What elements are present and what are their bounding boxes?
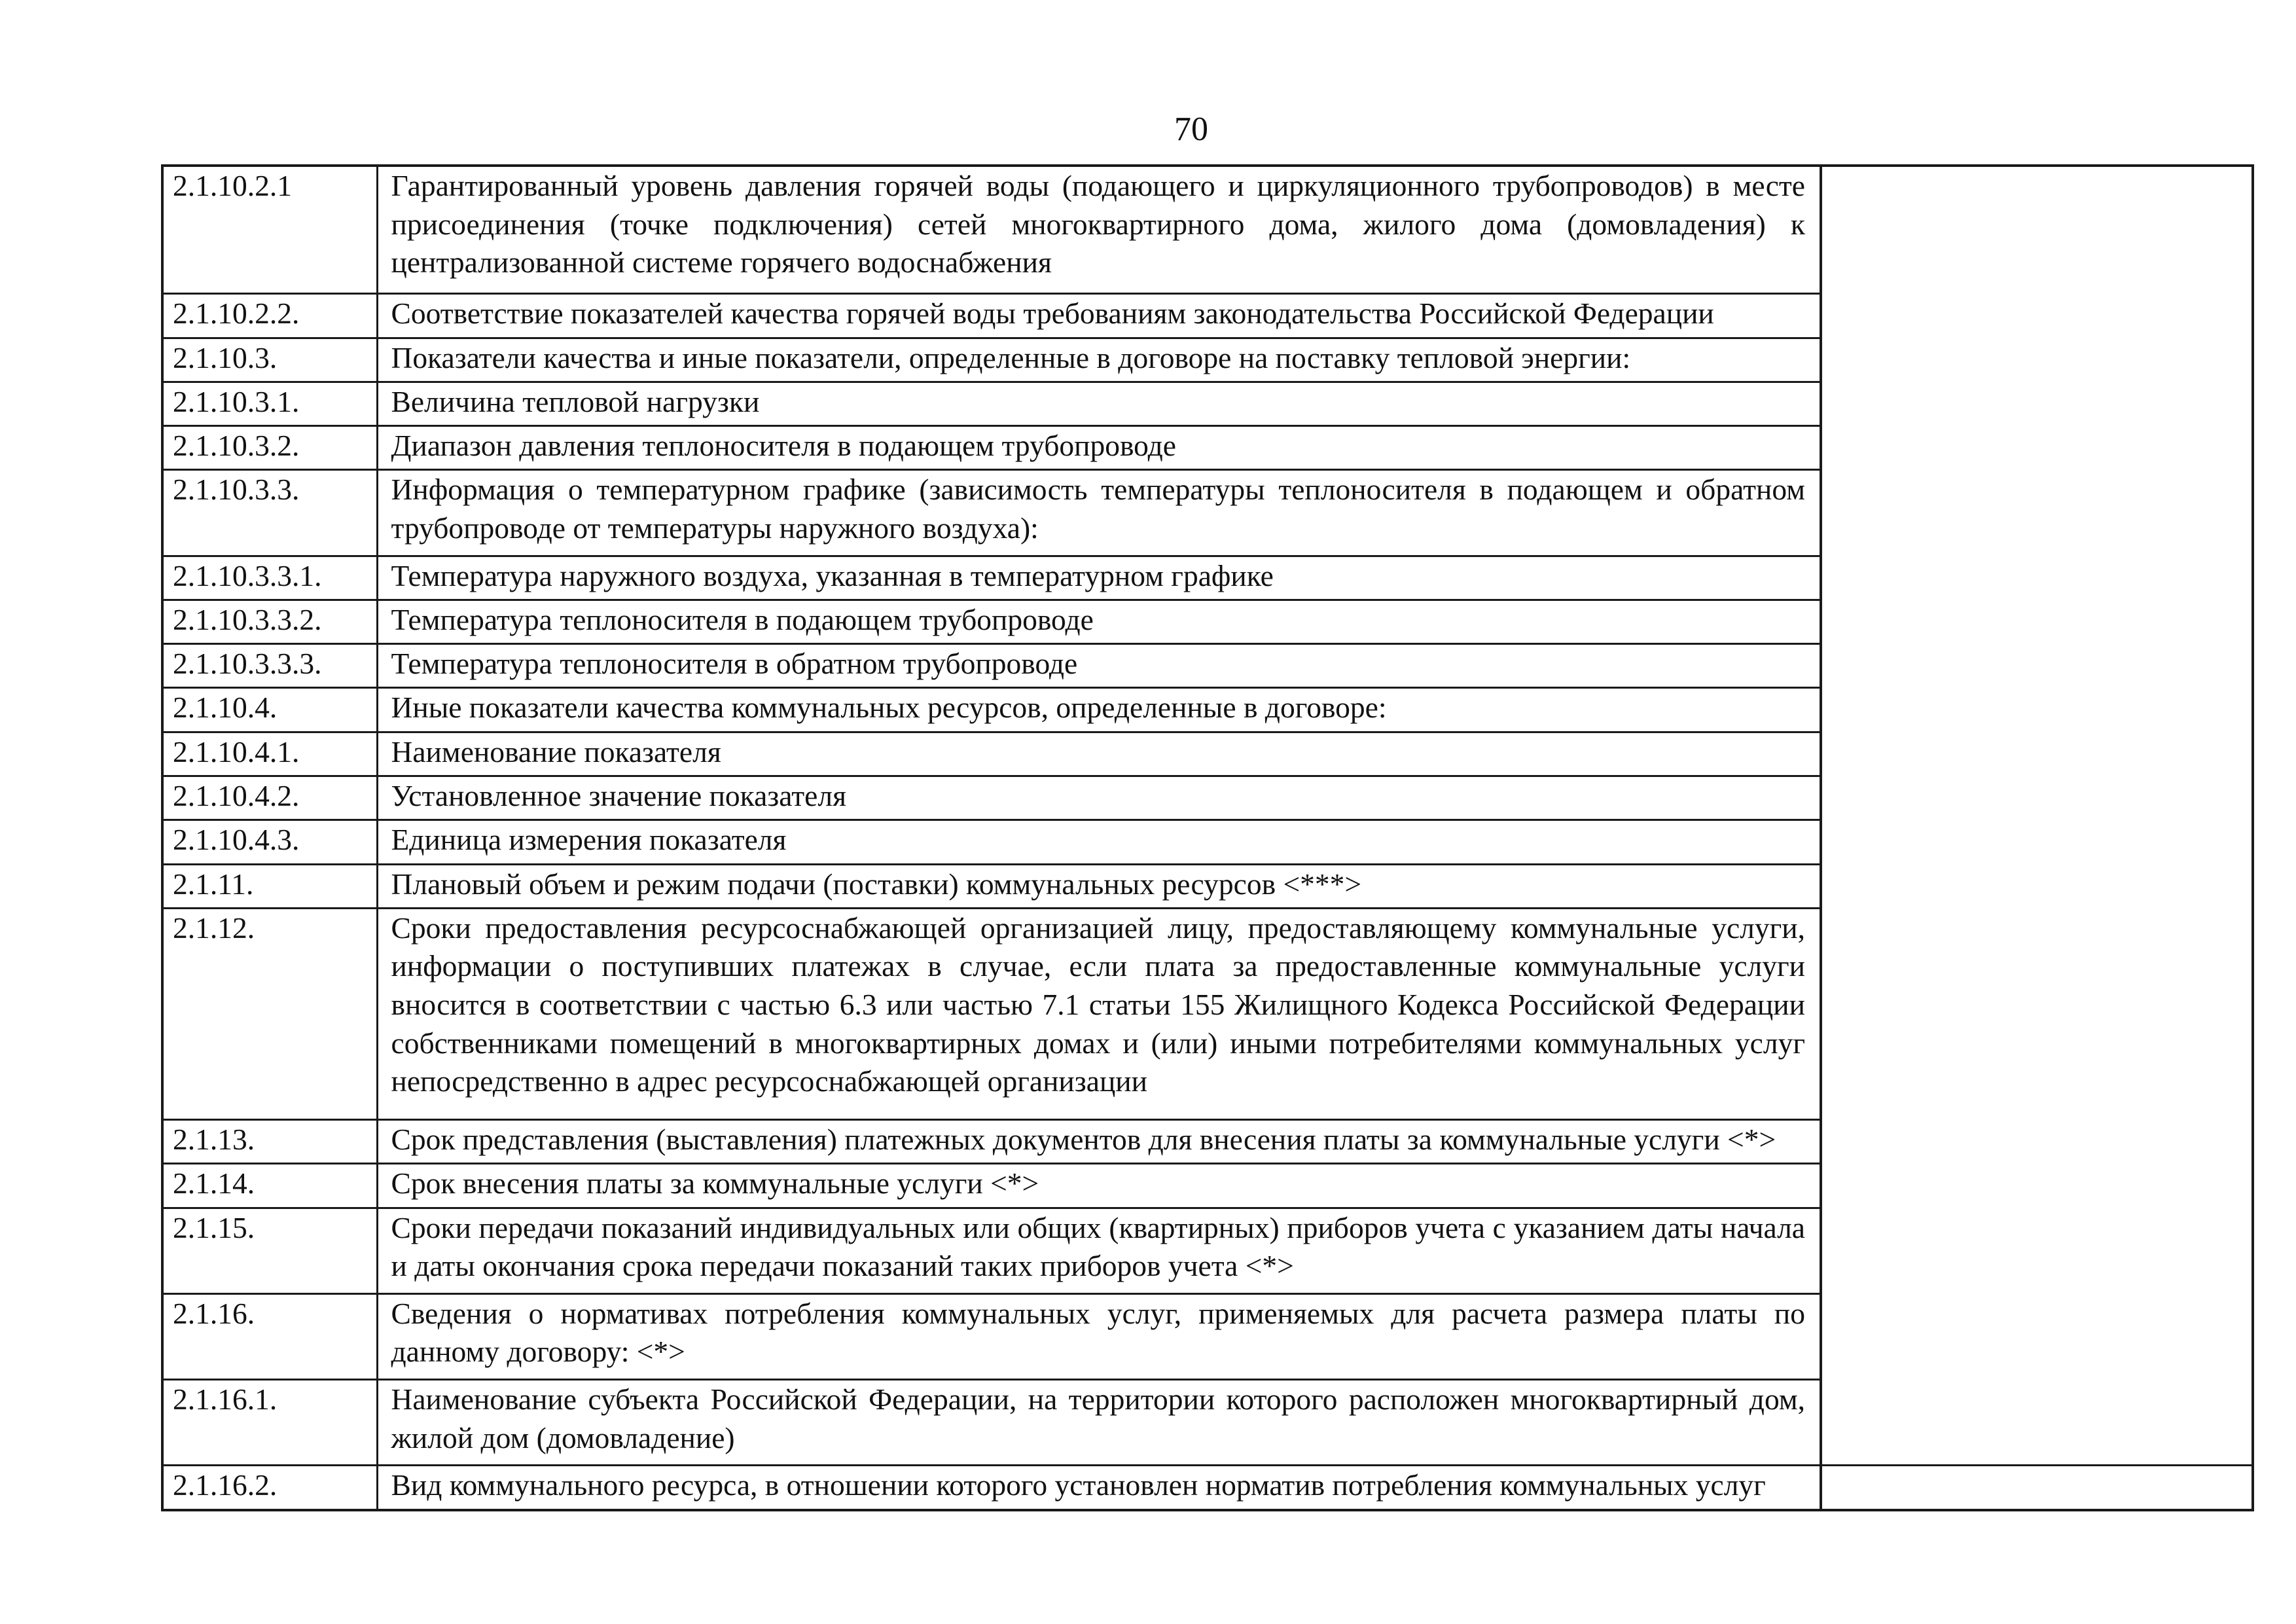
- row-number: 2.1.10.2.1: [162, 166, 377, 294]
- row-description: Срок внесения платы за коммунальные услуги <*>: [377, 1164, 1821, 1208]
- row-number: 2.1.10.4.1.: [162, 732, 377, 776]
- value-column-blank: [1821, 1466, 2253, 1510]
- row-number: 2.1.10.3.2.: [162, 426, 377, 470]
- row-number: 2.1.10.3.1.: [162, 382, 377, 425]
- table-row: [162, 166, 2253, 294]
- requirements-table: [161, 164, 2254, 1511]
- row-number: 2.1.16.2.: [162, 1466, 377, 1510]
- row-description: Диапазон давления теплоносителя в подающем трубопроводе: [377, 426, 1821, 470]
- row-number: 2.1.15.: [162, 1208, 377, 1293]
- row-description: Единица измерения показателя: [377, 820, 1821, 864]
- row-description: Температура теплоносителя в обратном трубопроводе: [377, 644, 1821, 688]
- row-description: Показатели качества и иные показатели, определенные в договоре на поставку тепловой энергии:: [377, 338, 1821, 382]
- row-description: Вид коммунального ресурса, в отношении которого установлен норматив потребления коммунальных услуг: [377, 1466, 1821, 1510]
- row-description: Сведения о нормативах потребления коммунальных услуг, применяемых для расчета размера платы по данному договору: <*>: [377, 1293, 1821, 1379]
- row-description: Температура теплоносителя в подающем трубопроводе: [377, 600, 1821, 643]
- row-number: 2.1.16.1.: [162, 1380, 377, 1466]
- table-row: [162, 1466, 2253, 1510]
- row-number: 2.1.10.3.3.1.: [162, 556, 377, 600]
- row-number: 2.1.10.4.: [162, 688, 377, 732]
- row-description: Срок представления (выставления) платежных документов для внесения платы за коммунальные услуги <*>: [377, 1120, 1821, 1164]
- row-description: Соответствие показателей качества горячей воды требованиям законодательства Российской Федерации: [377, 294, 1821, 338]
- row-number: 2.1.10.4.3.: [162, 820, 377, 864]
- row-number: 2.1.13.: [162, 1120, 377, 1164]
- row-number: 2.1.12.: [162, 908, 377, 1119]
- row-description: Гарантированный уровень давления горячей воды (подающего и циркуляционного трубопроводов) в месте присоединения (точке подключения) сетей многоквартирного дома, жилого дома (домовладения) к централизованной системе горячего водоснабжения: [377, 166, 1821, 294]
- row-description: Иные показатели качества коммунальных ресурсов, определенные в договоре:: [377, 688, 1821, 732]
- row-description: Наименование субъекта Российской Федерации, на территории которого расположен многоквартирный дом, жилой дом (домовладение): [377, 1380, 1821, 1466]
- row-number: 2.1.10.2.2.: [162, 294, 377, 338]
- row-number: 2.1.10.3.: [162, 338, 377, 382]
- row-description: Температура наружного воздуха, указанная в температурном графике: [377, 556, 1821, 600]
- row-number: 2.1.14.: [162, 1164, 377, 1208]
- row-description: Величина тепловой нагрузки: [377, 382, 1821, 425]
- row-description: Сроки предоставления ресурсоснабжающей организацией лицу, предоставляющему коммунальные услуги, информации о поступивших платежах в случае, если плата за предоставленные коммунальные услуги вносится в соответствии с частью 6.3 или частью 7.1 статьи 155 Жилищного Кодекса Российской Федерации собственниками помещений в многоквартирных домах и (или) иными потребителями коммунальных услуг непосредственно в адрес ресурсоснабжающей организации: [377, 908, 1821, 1119]
- row-number: 2.1.10.3.3.3.: [162, 644, 377, 688]
- row-description: Информация о температурном графике (зависимость температуры теплоносителя в подающем и обратном трубопроводе от температуры наружного воздуха):: [377, 470, 1821, 556]
- row-number: 2.1.11.: [162, 864, 377, 908]
- row-description: Плановый объем и режим подачи (поставки) коммунальных ресурсов <***>: [377, 864, 1821, 908]
- row-description: Сроки передачи показаний индивидуальных или общих (квартирных) приборов учета с указанием даты начала и даты окончания срока передачи показаний таких приборов учета <*>: [377, 1208, 1821, 1293]
- row-number: 2.1.10.3.3.2.: [162, 600, 377, 643]
- row-description: Наименование показателя: [377, 732, 1821, 776]
- row-number: 2.1.16.: [162, 1293, 377, 1379]
- value-column-blank: [1821, 166, 2253, 1466]
- row-description: Установленное значение показателя: [377, 776, 1821, 820]
- page-number: 70: [1174, 111, 1208, 148]
- row-number: 2.1.10.3.3.: [162, 470, 377, 556]
- row-number: 2.1.10.4.2.: [162, 776, 377, 820]
